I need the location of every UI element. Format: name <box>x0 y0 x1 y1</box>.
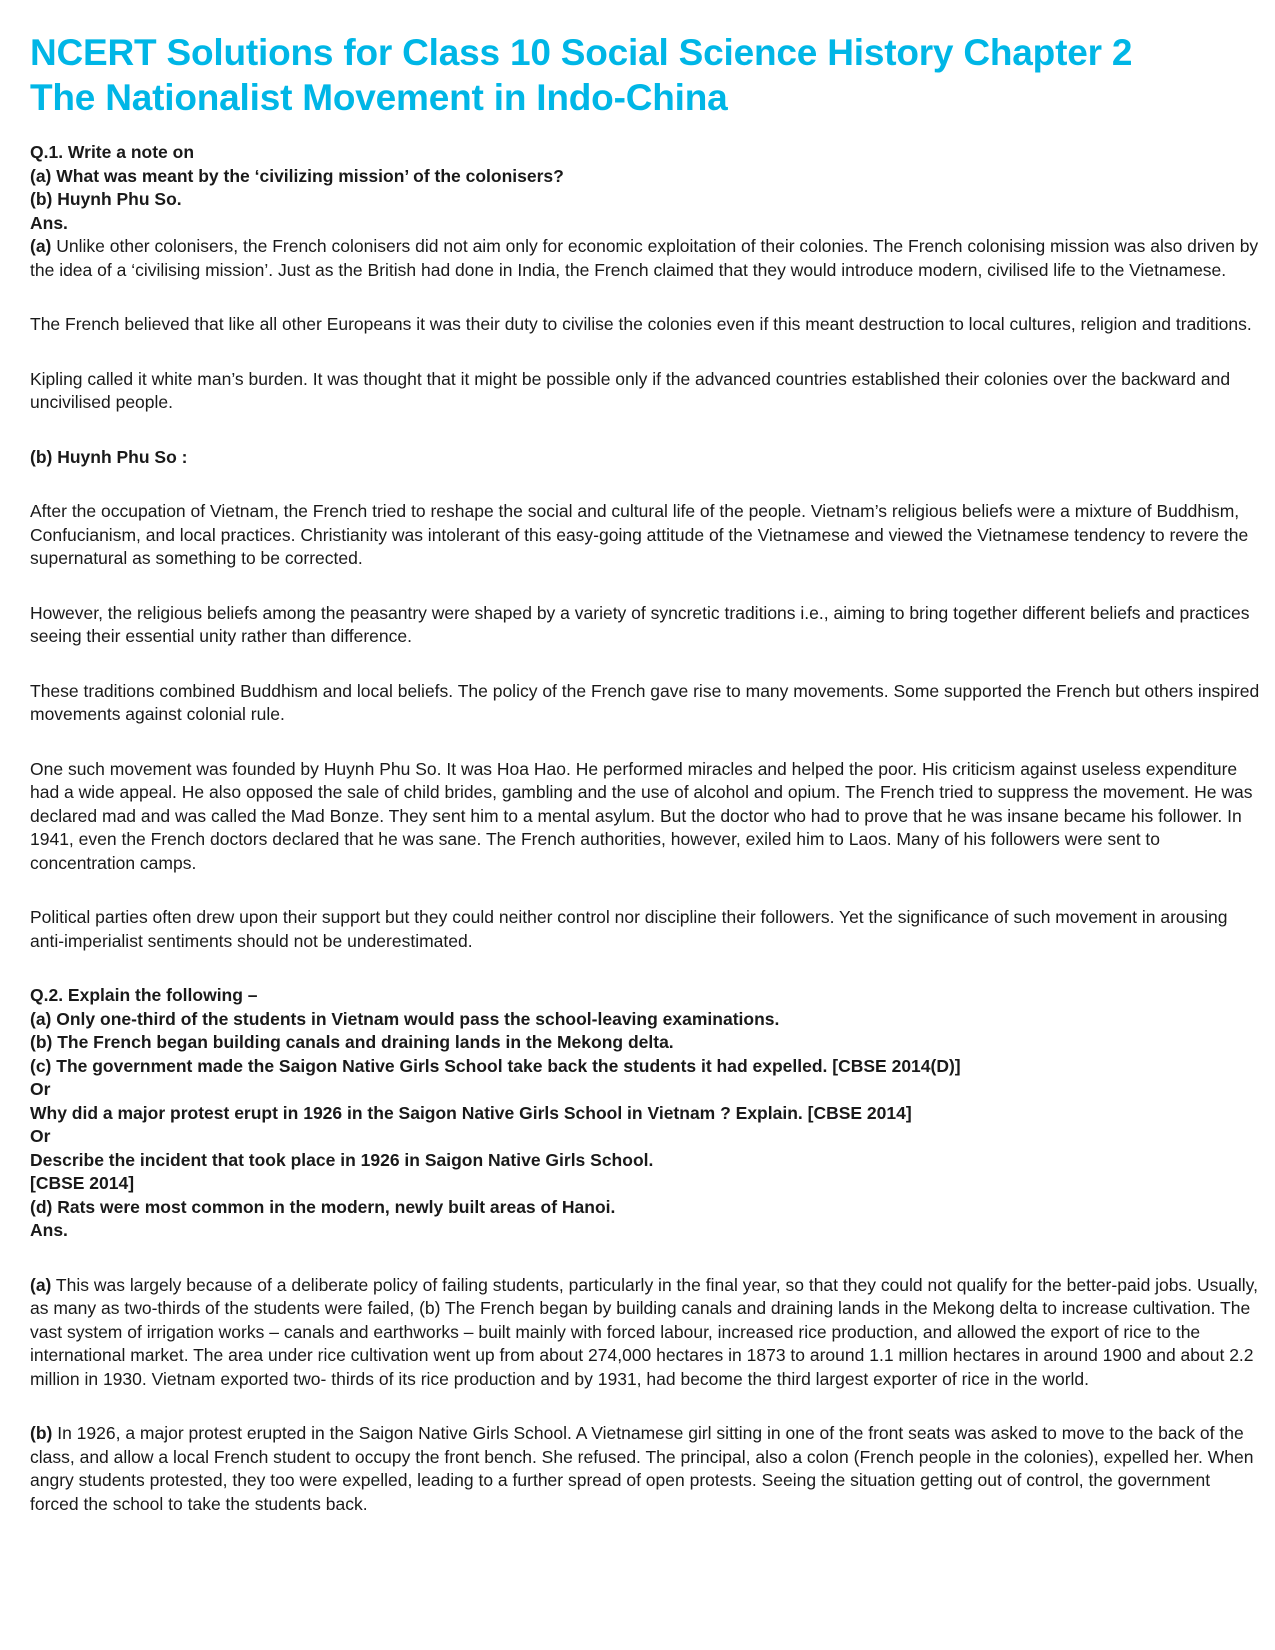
q2-line: Why did a major protest erupt in 1926 in the Saigon Native Girls School in Vietnam ? Explain. [CBSE 2014] <box>30 1102 912 1123</box>
title-line-2: The Nationalist Movement in Indo-China <box>30 77 728 118</box>
question-1 <box>30 141 1260 235</box>
q2-line: [CBSE 2014] <box>30 1173 135 1193</box>
document-page <box>30 30 1260 1516</box>
q1-answer-a <box>30 235 1260 415</box>
answer-paragraph: However, the religious beliefs among the peasantry were shaped by a variety of syncretic traditions i.e., aiming to bring together different beliefs and practices seeing their essential unity rather than difference. <box>30 602 1250 646</box>
q2-line: Q.2. Explain the following – <box>30 985 258 1005</box>
answer-paragraph: Kipling called it white man’s burden. It was thought that it might be possible only if the advanced countries established their colonies over the backward and uncivilised people. <box>30 368 1231 412</box>
answer-label: (a) <box>30 236 52 256</box>
q1-ans-label: Ans. <box>30 212 68 233</box>
q2-line: (a) Only one-third of the students in Vietnam would pass the school-leaving examinations. <box>30 1008 780 1029</box>
answer-paragraph <box>30 235 1260 282</box>
q1-line: (a) What was meant by the ‘civilizing mission’ of the colonisers? <box>30 165 564 186</box>
title-line-1: NCERT Solutions for Class 10 Social Science History Chapter 2 <box>30 32 1133 73</box>
q2-ans-label: Ans. <box>30 1220 68 1240</box>
q2-line: Describe the incident that took place in 1926 in Saigon Native Girls School. <box>30 1149 654 1170</box>
answer-paragraph <box>30 1274 1260 1392</box>
answer-paragraph: After the occupation of Vietnam, the French tried to reshape the social and cultural life of the people. Vietnam’s religious beliefs were a mixture of Buddhism, Confucianism, and local practices. Christianity was intolerant of this easy-going attitude of the Vietnamese and viewed the Vietnamese tendency to revere the supernatural as something to be corrected. <box>30 501 1249 568</box>
answer-label: (b) <box>30 1423 53 1443</box>
answer-paragraph: One such movement was founded by Huynh Phu So. It was Hoa Hao. He performed miracles and helped the poor. His criticism against useless expenditure had a wide appeal. He also opposed the sale of child brides, gambling and the use of alcohol and opium. The French tried to suppress the movement. He was declared mad and was called the Mad Bonze. They sent him to a mental asylum. But the doctor who had to prove that he was insane became his follower. In 1941, even the French doctors declared that he was sane. The French authorities, however, exiled him to Laos. Many of his followers were sent to concentration camps. <box>30 758 1253 873</box>
q2-line: (c) The government made the Saigon Native Girls School take back the students it had expelled. [CBSE 2014(D)] <box>30 1055 961 1076</box>
question-2 <box>30 984 1260 1243</box>
answer-paragraph <box>30 1422 1260 1516</box>
q1-line: Q.1. Write a note on <box>30 142 195 162</box>
answer-paragraph: Political parties often drew upon their support but they could neither control nor discipline their followers. Yet the significance of such movement in arousing anti-imperialist sentiments should not be underestimated. <box>30 907 1228 951</box>
answer-text: This was largely because of a deliberate policy of failing students, particularly in the final year, so that they could not qualify for the better-paid jobs. Usually, as many as two-thirds of the students were failed, (b) The French began by building canals and draining lands in the Mekong delta to increase cultivation. The vast system of irrigation works – canals and earthworks – built mainly with forced labour, increased rice production, and allowed the export of rice to the international market. The area under rice cultivation went up from about 274,000 hectares in 1873 to around 1.1 million hectares in around 1900 and about 2.2 million in 1930. Vietnam exported two- thirds of its rice production and by 1931, had become the third largest exporter of rice in the world. <box>30 1274 1258 1389</box>
q1-answer-b <box>30 446 1260 954</box>
q2-line: Or <box>30 1126 51 1146</box>
q2-line: (d) Rats were most common in the modern, newly built areas of Hanoi. <box>30 1196 616 1217</box>
q2-line: Or <box>30 1079 51 1099</box>
q2-answer-b <box>30 1422 1260 1516</box>
q1-line: (b) Huynh Phu So. <box>30 189 182 209</box>
answer-label: (a) <box>30 1274 52 1295</box>
answer-text: In 1926, a major protest erupted in the Saigon Native Girls School. A Vietnamese girl sitting in one of the front seats was asked to move to the back of the class, and allow a local French student to occupy the front bench. She refused. The principal, also a colon (French people in the colonies), expelled her. When angry students protested, they too were expelled, leading to a further spread of open protests. Seeing the situation getting out of control, the government forced the school to take the students back. <box>30 1423 1254 1514</box>
page-title <box>30 30 1260 120</box>
q2-answer-a <box>30 1274 1260 1392</box>
answer-text: Unlike other colonisers, the French colonisers did not aim only for economic exploitation of their colonies. The French colonising mission was also driven by the idea of a ‘civilising mission’. Just as the British had done in India, the French claimed that they would introduce modern, civilised life to the Vietnamese. <box>30 236 1259 280</box>
answer-b-heading: (b) Huynh Phu So : <box>30 446 188 467</box>
q2-line: (b) The French began building canals and draining lands in the Mekong delta. <box>30 1032 674 1052</box>
answer-paragraph: The French believed that like all other Europeans it was their duty to civilise the colonies even if this meant destruction to local cultures, religion and traditions. <box>30 314 1252 334</box>
answer-paragraph: These traditions combined Buddhism and local beliefs. The policy of the French gave rise to many movements. Some supported the French but others inspired movements against colonial rule. <box>30 680 1260 724</box>
